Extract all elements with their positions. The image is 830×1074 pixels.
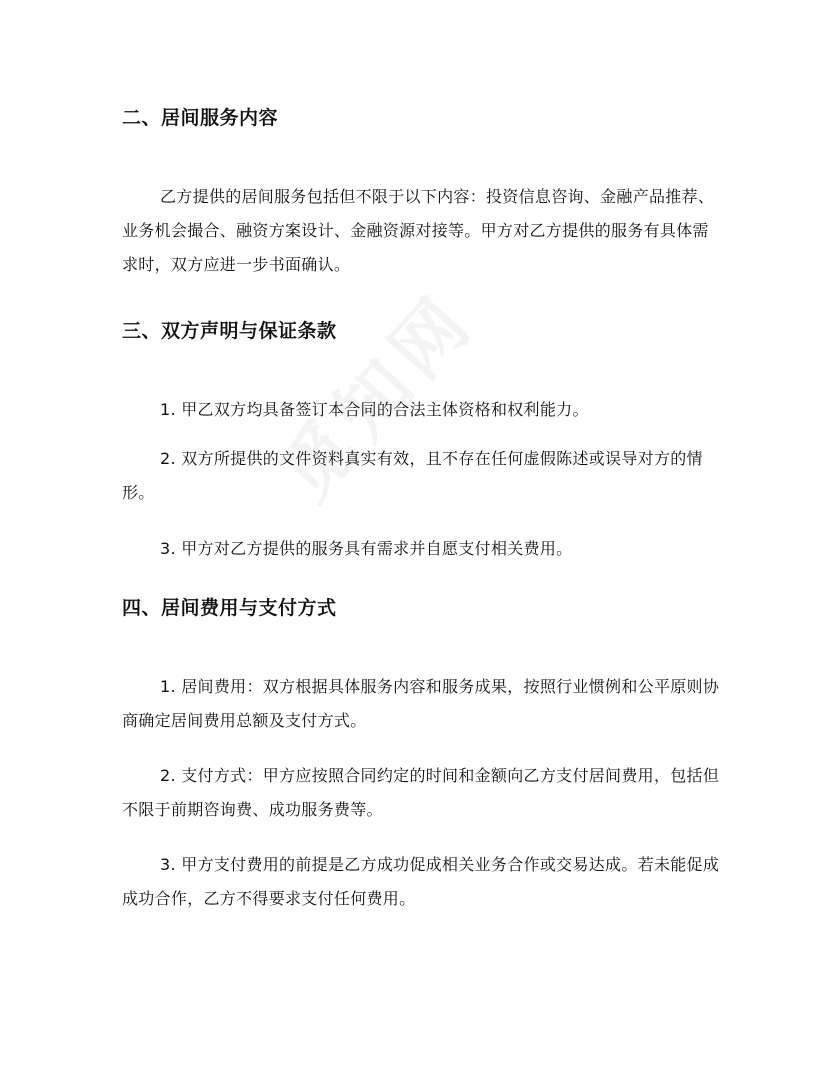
section-fees-item-3 (122, 848, 722, 916)
section-declarations (122, 318, 722, 344)
paragraph: 1. 甲乙双方均具备签订本合同的合法主体资格和权利能力。 (160, 400, 589, 419)
section-fees-item-2 (122, 759, 722, 827)
section-fees (122, 595, 722, 621)
paragraph: 乙方提供的居间服务包括但不限于以下内容：投资信息咨询、金融产品推荐、业务机会撮合、融资方案设计、金融资源对接等。甲方对乙方提供的服务有具体需求时，双方应进一步书面确认。 (122, 187, 715, 274)
paragraph: 2. 支付方式：甲方应按照合同约定的时间和金额向乙方支付居间费用，包括但不限于前期咨询费、成功服务费等。 (122, 766, 720, 819)
section-service-content-body (122, 180, 722, 282)
section-heading: 二、居间服务内容 (122, 107, 279, 129)
section-heading: 四、居间费用与支付方式 (122, 597, 337, 619)
paragraph: 2. 双方所提供的文件资料真实有效，且不存在任何虚假陈述或误导对方的情形。 (122, 449, 703, 502)
section-declarations-item-2 (122, 442, 722, 510)
section-heading: 三、双方声明与保证条款 (122, 320, 337, 342)
paragraph: 1. 居间费用：双方根据具体服务内容和服务成果，按照行业惯例和公平原则协商确定居间费用总额及支付方式。 (122, 677, 720, 730)
section-fees-item-1 (122, 670, 722, 738)
section-declarations-item-3 (122, 532, 722, 566)
section-declarations-item-1 (122, 393, 722, 427)
paragraph: 3. 甲方支付费用的前提是乙方成功促成相关业务合作或交易达成。若未能促成成功合作，乙方不得要求支付任何费用。 (122, 855, 720, 908)
paragraph: 3. 甲方对乙方提供的服务具有需求并自愿支付相关费用。 (160, 539, 573, 558)
section-service-content (122, 105, 722, 131)
